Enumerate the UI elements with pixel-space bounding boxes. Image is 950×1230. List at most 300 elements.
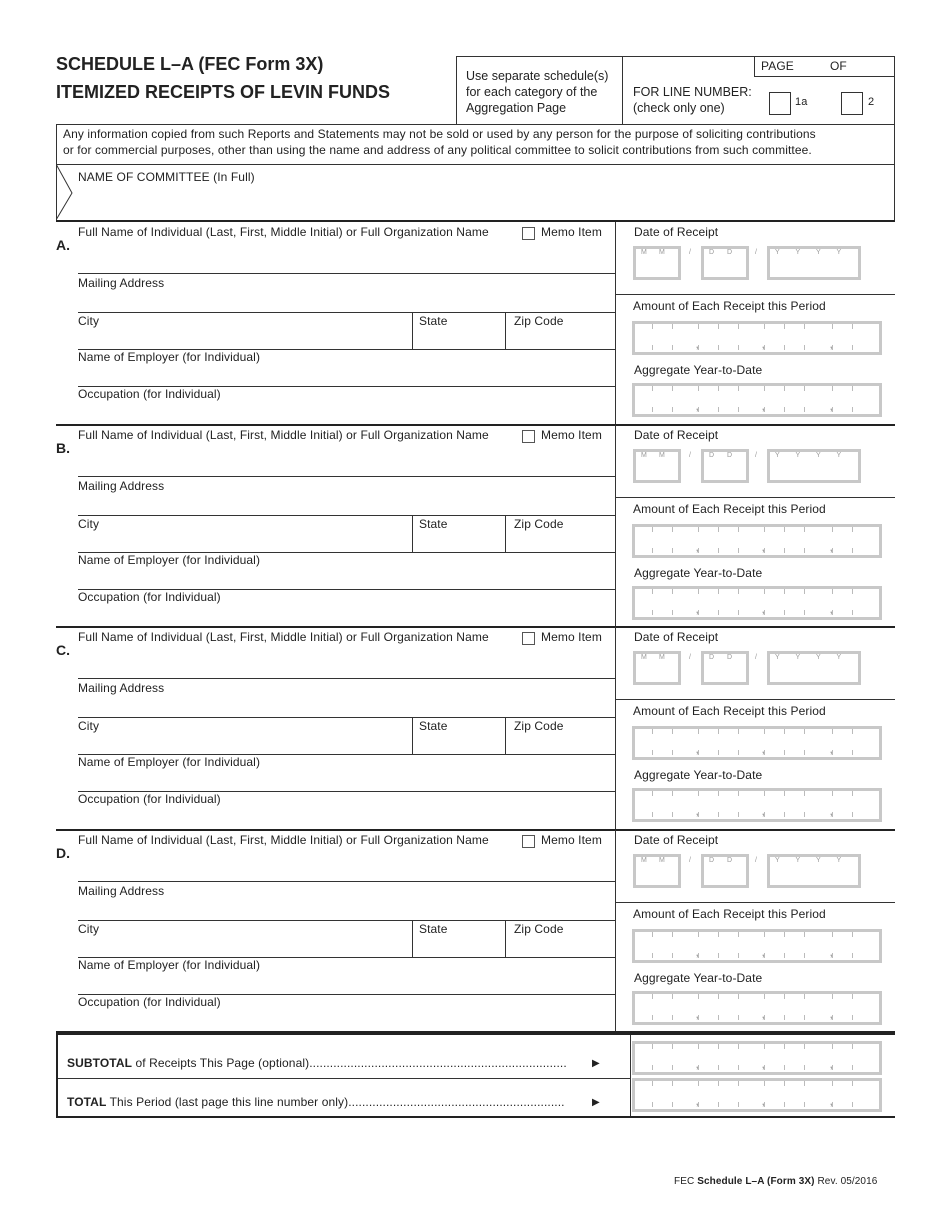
amount-tick xyxy=(652,345,653,350)
amount-tick xyxy=(804,345,805,350)
amount-tick xyxy=(804,1065,805,1070)
amount-tick xyxy=(804,610,805,615)
date-placeholder-char: M xyxy=(641,654,647,661)
zip-code-label: Zip Code xyxy=(514,314,564,328)
amount-tick xyxy=(738,386,739,391)
city-field[interactable] xyxy=(78,938,408,956)
amount-tick xyxy=(672,932,673,937)
amount-tick xyxy=(804,750,805,755)
date-placeholder-char: M xyxy=(641,856,647,864)
divider xyxy=(615,627,616,829)
amount-tick xyxy=(852,750,853,755)
amount-separator: , xyxy=(830,807,833,817)
mailing-address-label: Mailing Address xyxy=(78,478,165,493)
amount-tick xyxy=(672,1044,673,1049)
amount-tick xyxy=(852,729,853,734)
date-placeholder-char: M xyxy=(659,654,665,661)
subtotal-arrow-icon: ▶ xyxy=(592,1058,600,1069)
occupation-label: Occupation (for Individual) xyxy=(78,589,221,604)
date-placeholder-char: Y xyxy=(775,856,780,864)
date-placeholder-char: D xyxy=(709,451,715,459)
amount-tick xyxy=(718,589,719,594)
mailing-address-label: Mailing Address xyxy=(78,276,165,290)
amount-separator: , xyxy=(696,1009,699,1020)
date-separator: / xyxy=(755,856,757,864)
amount-tick xyxy=(852,812,853,817)
aggregate-label: Aggregate Year-to-Date xyxy=(634,970,763,985)
date-placeholder-char: Y xyxy=(816,451,821,459)
memo-item-checkbox[interactable] xyxy=(522,227,535,240)
amount-tick xyxy=(784,791,785,796)
amount-tick xyxy=(738,610,739,615)
line-2-label: 2 xyxy=(868,96,875,108)
amount-separator: , xyxy=(762,807,765,817)
amount-separator: , xyxy=(830,542,833,553)
divider xyxy=(78,312,615,313)
date-year-field[interactable] xyxy=(767,449,861,483)
amount-tick xyxy=(652,750,653,755)
divider xyxy=(630,1035,631,1116)
occupation-field[interactable] xyxy=(78,1012,608,1030)
amount-tick xyxy=(804,791,805,796)
occupation-field[interactable] xyxy=(78,404,608,422)
amount-tick xyxy=(784,812,785,817)
amount-tick xyxy=(672,729,673,734)
amount-tick xyxy=(698,932,699,937)
entry-letter: A. xyxy=(56,237,70,253)
city-field[interactable] xyxy=(78,735,408,753)
date-placeholder-char: Y xyxy=(836,654,842,661)
amount-tick xyxy=(784,750,785,755)
state-label: State xyxy=(419,719,448,733)
amount-tick xyxy=(698,1081,699,1086)
line-1a-checkbox[interactable] xyxy=(769,92,791,115)
amount-tick xyxy=(652,1081,653,1086)
amount-tick xyxy=(832,994,833,999)
amount-label: Amount of Each Receipt this Period xyxy=(633,906,826,921)
amount-tick xyxy=(672,407,673,412)
date-separator: / xyxy=(755,654,757,661)
date-placeholder-char: Y xyxy=(775,451,780,459)
amount-tick xyxy=(738,791,739,796)
employer-field[interactable] xyxy=(78,570,608,588)
amount-tick xyxy=(738,324,739,329)
full-name-label: Full Name of Individual (Last, First, Middle Initial) or Full Organization Name xyxy=(78,225,489,239)
amount-separator: , xyxy=(762,947,765,958)
state-field[interactable] xyxy=(415,330,501,348)
mailing-address-field[interactable] xyxy=(78,292,608,311)
memo-item-label: Memo Item xyxy=(541,225,602,239)
employer-field[interactable] xyxy=(78,367,608,385)
date-placeholder-char: M xyxy=(641,249,647,256)
divider xyxy=(78,920,615,921)
state-label: State xyxy=(419,314,448,328)
amount-tick xyxy=(672,610,673,615)
of-label: OF xyxy=(830,59,847,73)
amount-tick xyxy=(832,527,833,532)
amount-tick xyxy=(652,589,653,594)
amount-tick xyxy=(852,386,853,391)
amount-separator: , xyxy=(696,402,699,412)
amount-label: Amount of Each Receipt this Period xyxy=(633,704,826,718)
city-field[interactable] xyxy=(78,533,408,551)
amount-tick xyxy=(784,324,785,329)
date-placeholder-char: M xyxy=(659,451,665,459)
date-placeholder-char: D xyxy=(727,654,733,661)
amount-tick xyxy=(784,1015,785,1020)
amount-field[interactable] xyxy=(632,524,882,558)
occupation-label: Occupation (for Individual) xyxy=(78,792,221,806)
divider xyxy=(78,717,615,718)
committee-name-field[interactable] xyxy=(78,186,888,218)
divider xyxy=(505,717,506,754)
amount-tick xyxy=(738,1102,739,1107)
mailing-address-field[interactable] xyxy=(78,495,608,514)
form-footer: FEC Schedule L–A (Form 3X) Rev. 05/2016 xyxy=(674,1176,878,1187)
amount-tick xyxy=(804,729,805,734)
amount-field[interactable] xyxy=(632,929,882,963)
total-label: TOTAL This Period (last page this line number only)............................................................... xyxy=(67,1095,565,1109)
divider xyxy=(615,902,895,903)
amount-tick xyxy=(784,527,785,532)
amount-tick xyxy=(672,1102,673,1107)
amount-tick xyxy=(672,1015,673,1020)
state-field[interactable] xyxy=(415,735,501,753)
amount-tick xyxy=(652,548,653,553)
amount-separator: , xyxy=(762,1097,765,1107)
amount-tick xyxy=(852,1102,853,1107)
amount-tick xyxy=(652,1015,653,1020)
amount-tick xyxy=(804,589,805,594)
state-field[interactable] xyxy=(415,938,501,956)
date-placeholder-char: Y xyxy=(816,249,821,256)
memo-item-checkbox[interactable] xyxy=(522,430,535,443)
full-name-label: Full Name of Individual (Last, First, Middle Initial) or Full Organization Name xyxy=(78,427,489,442)
full-name-field[interactable] xyxy=(78,445,608,475)
entry-letter: C. xyxy=(56,642,70,658)
date-placeholder-char: Y xyxy=(816,654,821,661)
zip-code-field[interactable] xyxy=(508,330,608,348)
amount-tick xyxy=(698,527,699,532)
amount-tick xyxy=(852,324,853,329)
amount-tick xyxy=(804,1102,805,1107)
amount-tick xyxy=(672,994,673,999)
occupation-field[interactable] xyxy=(78,607,608,625)
amount-tick xyxy=(718,548,719,553)
date-separator: / xyxy=(689,451,691,459)
amount-tick xyxy=(804,527,805,532)
amount-label: Amount of Each Receipt this Period xyxy=(633,501,826,516)
amount-tick xyxy=(738,407,739,412)
date-placeholder-char: D xyxy=(727,249,733,256)
city-label: City xyxy=(78,516,100,531)
amount-tick xyxy=(784,407,785,412)
amount-tick xyxy=(852,953,853,958)
amount-tick xyxy=(784,548,785,553)
committee-arrow-icon xyxy=(56,164,76,222)
amount-tick xyxy=(652,1065,653,1070)
full-name-field[interactable] xyxy=(78,850,608,880)
amount-tick xyxy=(804,407,805,412)
mailing-address-field[interactable] xyxy=(78,697,608,716)
date-separator: / xyxy=(689,856,691,864)
mailing-address-label: Mailing Address xyxy=(78,883,165,898)
amount-tick xyxy=(804,953,805,958)
amount-label: Amount of Each Receipt this Period xyxy=(633,299,826,313)
line-number-label: FOR LINE NUMBER: (check only one) xyxy=(633,85,752,115)
amount-tick xyxy=(804,932,805,937)
full-name-field[interactable] xyxy=(78,242,608,272)
amount-tick xyxy=(832,589,833,594)
amount-tick xyxy=(832,791,833,796)
amount-separator: , xyxy=(762,340,765,350)
amount-tick xyxy=(738,345,739,350)
amount-tick xyxy=(718,750,719,755)
employer-field[interactable] xyxy=(78,772,608,790)
date-placeholder-char: Y xyxy=(816,856,821,864)
amount-tick xyxy=(738,994,739,999)
amount-tick xyxy=(852,527,853,532)
amount-tick xyxy=(852,589,853,594)
amount-tick xyxy=(852,994,853,999)
amount-tick xyxy=(784,953,785,958)
notice-line-2: or for commercial purposes, other than using the name and address of any political committee to solicit contributions from such committee. xyxy=(63,143,812,157)
amount-tick xyxy=(672,345,673,350)
entry-letter: D. xyxy=(56,844,70,861)
amount-tick xyxy=(718,791,719,796)
state-label: State xyxy=(419,921,448,936)
amount-tick xyxy=(698,589,699,594)
memo-item-checkbox[interactable] xyxy=(522,632,535,645)
date-separator: / xyxy=(755,451,757,459)
amount-tick xyxy=(804,548,805,553)
amount-field[interactable] xyxy=(632,321,882,355)
date-year-field[interactable] xyxy=(767,246,861,280)
amount-tick xyxy=(652,610,653,615)
amount-tick xyxy=(652,324,653,329)
amount-tick xyxy=(804,1044,805,1049)
amount-tick xyxy=(738,548,739,553)
date-placeholder-char: D xyxy=(709,249,715,256)
amount-tick xyxy=(718,1081,719,1086)
employer-label: Name of Employer (for Individual) xyxy=(78,350,261,364)
amount-tick xyxy=(718,729,719,734)
entry-letter: B. xyxy=(56,439,70,456)
form-subtitle: ITEMIZED RECEIPTS OF LEVIN FUNDS xyxy=(56,82,391,102)
amount-field[interactable] xyxy=(632,726,882,760)
employer-label: Name of Employer (for Individual) xyxy=(78,957,261,972)
amount-separator: , xyxy=(830,1009,833,1020)
amount-tick xyxy=(698,386,699,391)
employer-field[interactable] xyxy=(78,975,608,993)
amount-tick xyxy=(804,1015,805,1020)
aggregate-field[interactable] xyxy=(632,788,882,822)
amount-tick xyxy=(672,324,673,329)
amount-tick xyxy=(652,386,653,391)
amount-tick xyxy=(784,1044,785,1049)
amount-tick xyxy=(852,1081,853,1086)
amount-tick xyxy=(852,407,853,412)
amount-tick xyxy=(672,1065,673,1070)
amount-separator: , xyxy=(696,340,699,350)
schedule-title: SCHEDULE L–A (FEC Form 3X) xyxy=(56,54,324,74)
amount-tick xyxy=(784,932,785,937)
divider xyxy=(615,830,616,1032)
amount-tick xyxy=(784,994,785,999)
amount-tick xyxy=(764,1081,765,1086)
divider xyxy=(505,312,506,349)
amount-separator: , xyxy=(696,1060,699,1070)
amount-tick xyxy=(698,791,699,796)
amount-tick xyxy=(852,932,853,937)
amount-tick xyxy=(852,1065,853,1070)
date-separator: / xyxy=(689,654,691,661)
memo-item-label: Memo Item xyxy=(541,630,602,644)
total-amount-field[interactable] xyxy=(632,1078,882,1112)
amount-tick xyxy=(852,345,853,350)
amount-tick xyxy=(764,324,765,329)
amount-tick xyxy=(738,527,739,532)
amount-separator: , xyxy=(830,1097,833,1107)
amount-separator: , xyxy=(830,604,833,615)
date-of-receipt-label: Date of Receipt xyxy=(634,630,719,644)
date-placeholder-char: D xyxy=(727,856,733,864)
amount-tick xyxy=(764,589,765,594)
amount-separator: , xyxy=(762,542,765,553)
amount-tick xyxy=(698,324,699,329)
divider xyxy=(505,515,506,552)
aggregate-label: Aggregate Year-to-Date xyxy=(634,363,763,377)
amount-tick xyxy=(718,812,719,817)
employer-label: Name of Employer (for Individual) xyxy=(78,552,261,567)
amount-tick xyxy=(804,994,805,999)
aggregate-label: Aggregate Year-to-Date xyxy=(634,565,763,580)
amount-tick xyxy=(764,386,765,391)
date-placeholder-char: Y xyxy=(795,249,801,256)
amount-tick xyxy=(764,791,765,796)
amount-tick xyxy=(672,386,673,391)
amount-tick xyxy=(784,729,785,734)
amount-tick xyxy=(718,324,719,329)
occupation-label: Occupation (for Individual) xyxy=(78,994,221,1009)
amount-tick xyxy=(672,953,673,958)
date-placeholder-char: Y xyxy=(775,249,780,256)
amount-tick xyxy=(852,548,853,553)
city-label: City xyxy=(78,314,100,328)
amount-tick xyxy=(804,386,805,391)
date-placeholder-char: D xyxy=(727,451,733,459)
amount-tick xyxy=(718,1065,719,1070)
amount-tick xyxy=(832,324,833,329)
amount-tick xyxy=(718,407,719,412)
line-2-checkbox[interactable] xyxy=(841,92,863,115)
divider xyxy=(505,920,506,957)
amount-tick xyxy=(738,1065,739,1070)
state-field[interactable] xyxy=(415,533,501,551)
date-placeholder-char: D xyxy=(709,654,715,661)
amount-tick xyxy=(672,589,673,594)
amount-separator: , xyxy=(696,604,699,615)
date-placeholder-char: Y xyxy=(775,654,780,661)
aggregate-field[interactable] xyxy=(632,586,882,620)
memo-item-checkbox[interactable] xyxy=(522,835,535,848)
amount-tick xyxy=(738,812,739,817)
date-year-field[interactable] xyxy=(767,854,861,888)
date-placeholder-char: Y xyxy=(836,856,842,864)
amount-tick xyxy=(764,1044,765,1049)
amount-tick xyxy=(652,994,653,999)
occupation-field[interactable] xyxy=(78,809,608,827)
amount-tick xyxy=(698,994,699,999)
amount-tick xyxy=(738,932,739,937)
amount-tick xyxy=(672,791,673,796)
mailing-address-field[interactable] xyxy=(78,900,608,919)
date-placeholder-char: Y xyxy=(795,856,801,864)
subtotal-amount-field[interactable] xyxy=(632,1041,882,1075)
full-name-field[interactable] xyxy=(78,647,608,677)
amount-separator: , xyxy=(762,604,765,615)
aggregate-field[interactable] xyxy=(632,383,882,417)
amount-tick xyxy=(832,729,833,734)
full-name-label: Full Name of Individual (Last, First, Middle Initial) or Full Organization Name xyxy=(78,832,489,847)
amount-tick xyxy=(672,812,673,817)
amount-separator: , xyxy=(696,1097,699,1107)
amount-tick xyxy=(652,1044,653,1049)
full-name-label: Full Name of Individual (Last, First, Middle Initial) or Full Organization Name xyxy=(78,630,489,644)
amount-tick xyxy=(672,750,673,755)
date-of-receipt-label: Date of Receipt xyxy=(634,832,719,847)
amount-tick xyxy=(764,994,765,999)
date-separator: / xyxy=(689,249,691,256)
entry-bottom-rule xyxy=(56,829,895,831)
line-1a-label: 1a xyxy=(795,96,808,108)
amount-separator: , xyxy=(762,1009,765,1020)
amount-tick xyxy=(764,729,765,734)
zip-code-field[interactable] xyxy=(508,735,608,753)
page-label: PAGE xyxy=(761,59,794,73)
zip-code-field[interactable] xyxy=(508,938,608,956)
amount-separator: , xyxy=(830,745,833,755)
amount-tick xyxy=(784,345,785,350)
amount-separator: , xyxy=(762,745,765,755)
amount-tick xyxy=(718,386,719,391)
amount-tick xyxy=(738,729,739,734)
aggregate-field[interactable] xyxy=(632,991,882,1025)
divider xyxy=(78,273,615,274)
amount-tick xyxy=(652,791,653,796)
date-year-field[interactable] xyxy=(767,651,861,685)
aggregate-label: Aggregate Year-to-Date xyxy=(634,768,763,782)
amount-tick xyxy=(698,1044,699,1049)
zip-code-label: Zip Code xyxy=(514,921,564,936)
amount-tick xyxy=(652,729,653,734)
divider xyxy=(615,425,616,627)
divider xyxy=(412,920,413,957)
occupation-label: Occupation (for Individual) xyxy=(78,387,221,401)
city-label: City xyxy=(78,719,100,733)
date-separator: / xyxy=(755,249,757,256)
zip-code-field[interactable] xyxy=(508,533,608,551)
amount-tick xyxy=(738,1081,739,1086)
city-label: City xyxy=(78,921,100,936)
amount-tick xyxy=(764,932,765,937)
date-placeholder-char: M xyxy=(659,856,665,864)
amount-tick xyxy=(718,610,719,615)
amount-tick xyxy=(652,1102,653,1107)
notice-line-1: Any information copied from such Reports and Statements may not be sold or used by any person for the purpose of soliciting contributions xyxy=(63,127,816,141)
date-placeholder-char: Y xyxy=(836,249,842,256)
city-field[interactable] xyxy=(78,330,408,348)
